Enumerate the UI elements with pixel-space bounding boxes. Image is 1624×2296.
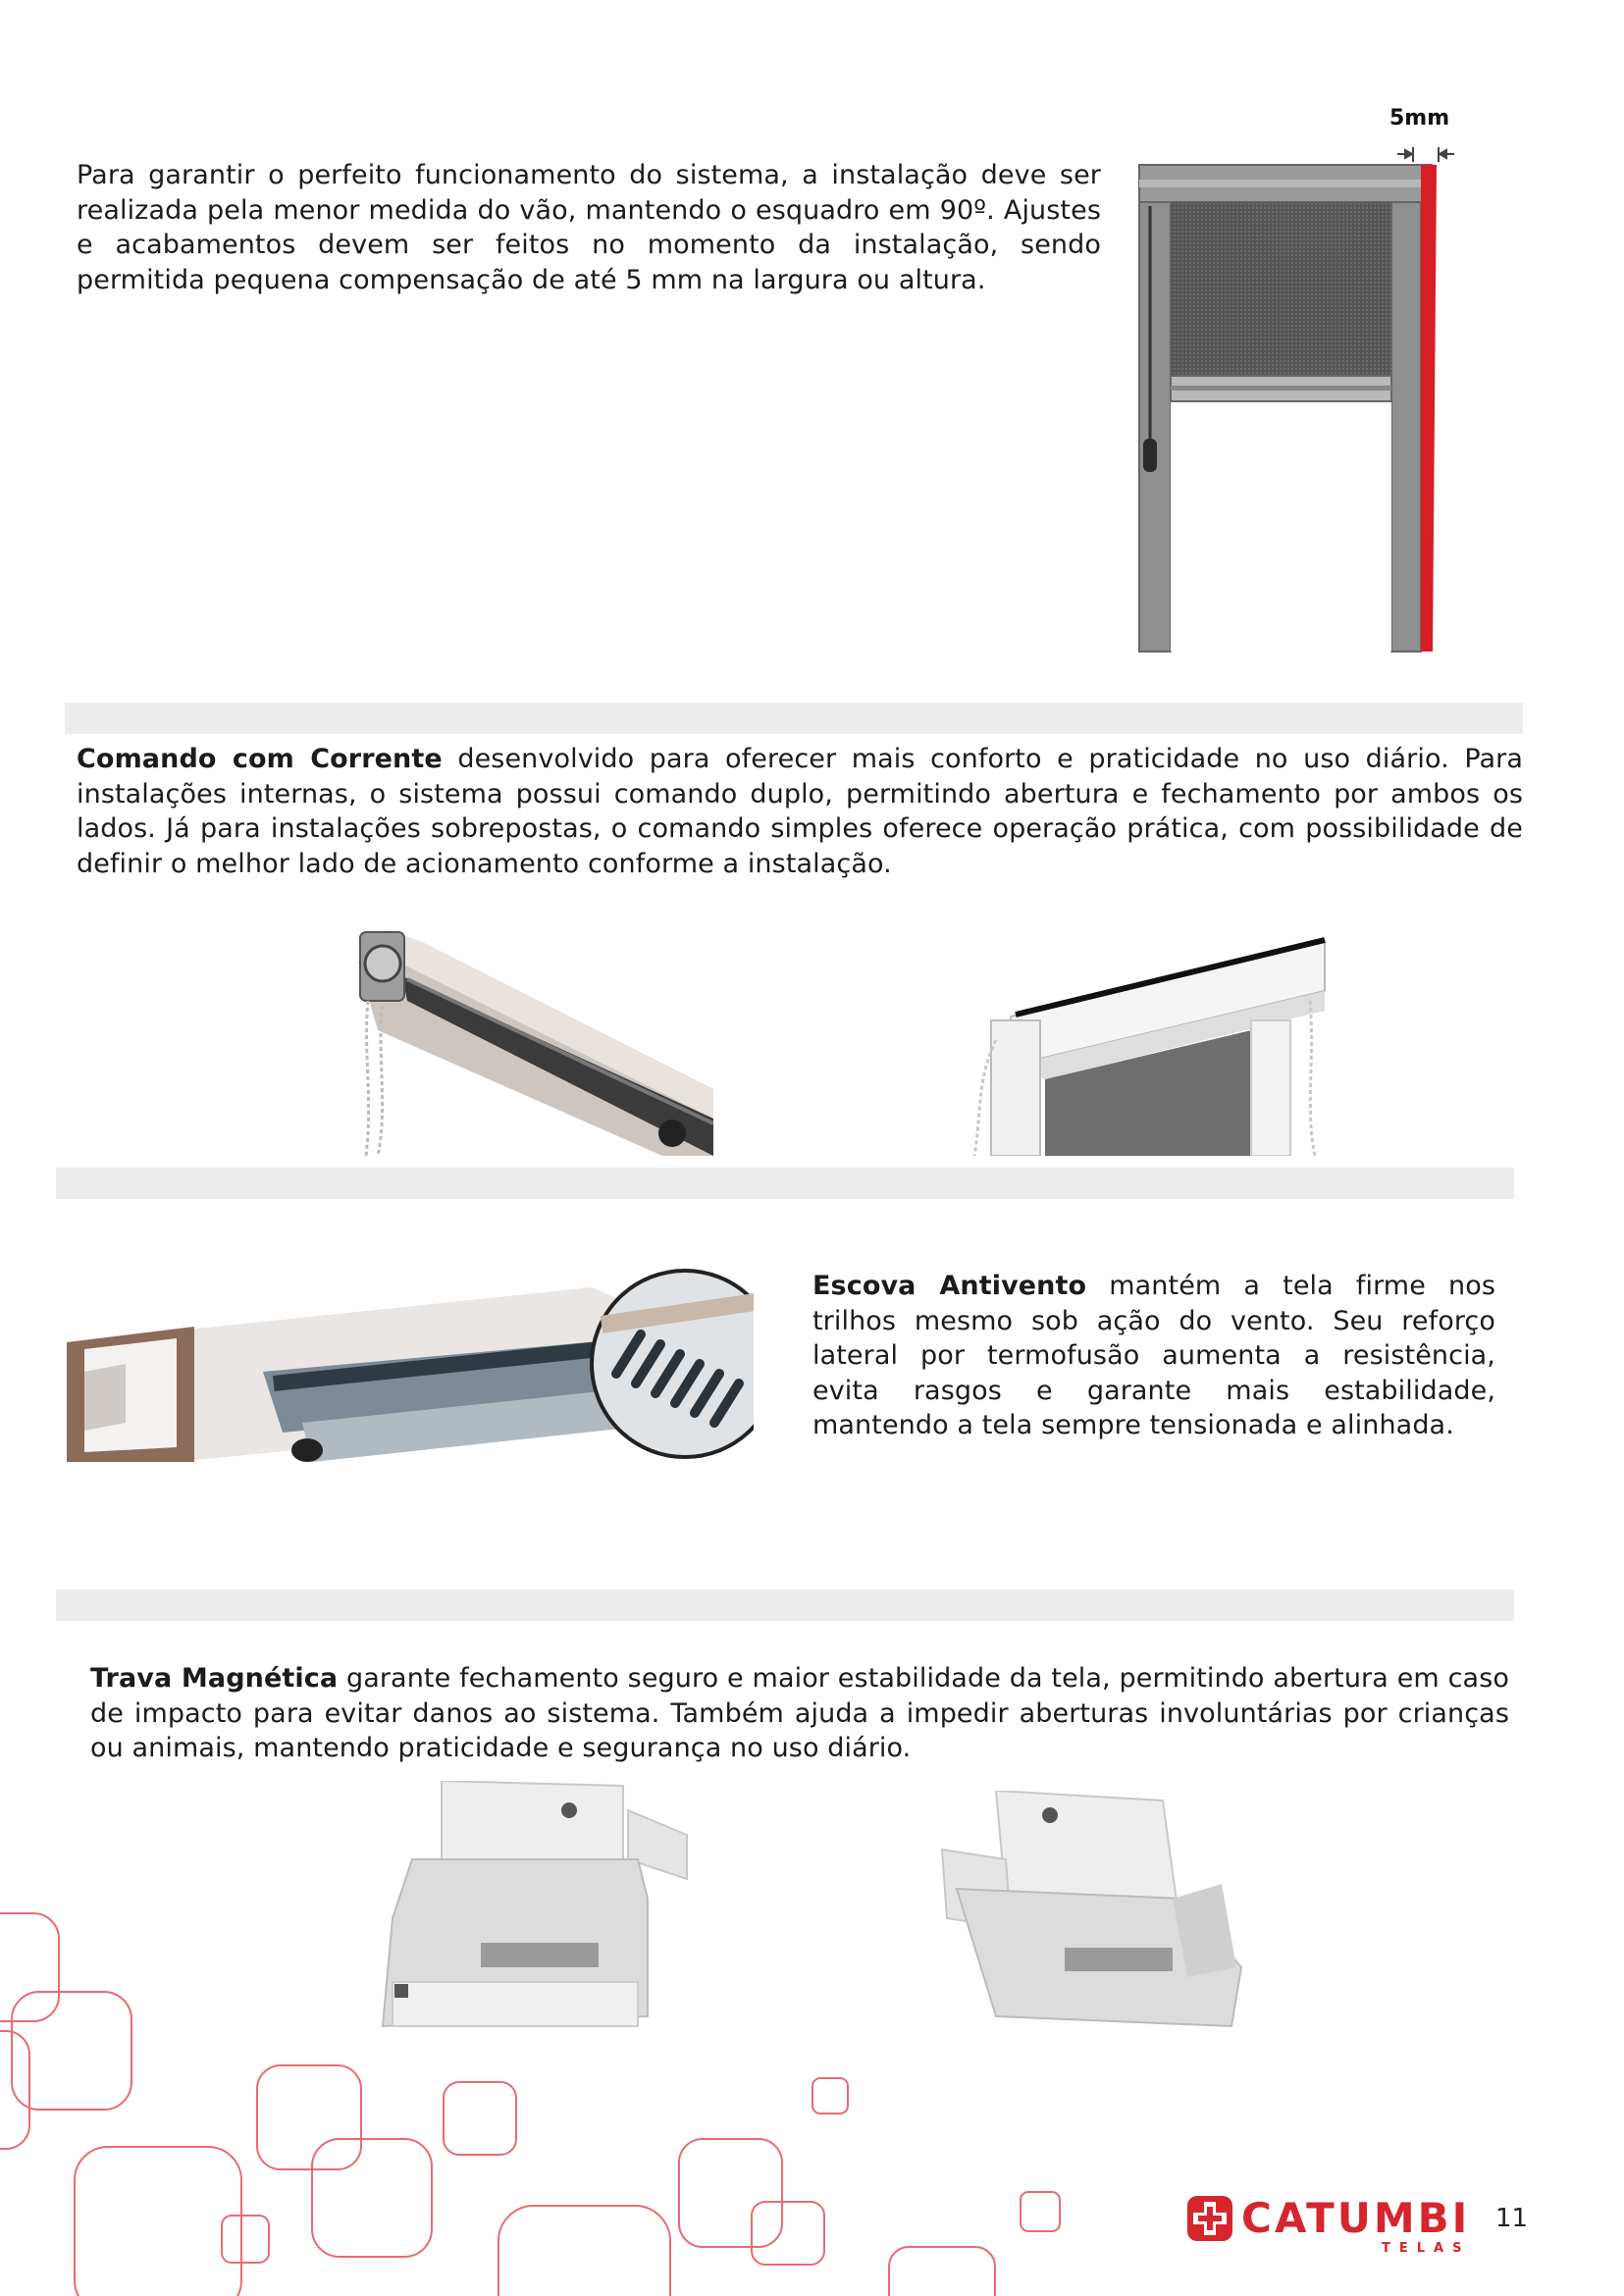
anti-wind-brush-paragraph bbox=[812, 1269, 1495, 1443]
chain-command-text: desenvolvido para oferecer mais conforto e praticidade no uso diário. Para instalações internas, o sistema possui comando duplo, permitindo abertura e fechamento por ambos os lados. Já para instalações sobrepostas, o comando simples oferece operação prática, com possibilidade de definir o melhor lado de acionamento conforme a instalação. bbox=[77, 744, 1523, 879]
chain-mechanism-image bbox=[348, 922, 713, 1156]
dimension-label: 5mm bbox=[1389, 106, 1450, 130]
section-divider bbox=[56, 1590, 1514, 1621]
brand-name: CATUMBI bbox=[1241, 2194, 1471, 2242]
page-number: 11 bbox=[1495, 2204, 1529, 2233]
anti-wind-brush-image bbox=[67, 1266, 754, 1472]
anti-wind-brush-title: Escova Antivento bbox=[812, 1271, 1087, 1301]
chain-command-paragraph bbox=[77, 742, 1523, 881]
intro-paragraph: Para garantir o perfeito funcionamento do sistema, a instalação deve ser realizada pela menor medida do vão, mantendo o esquadro em 90º. Ajustes e acabamentos devem ser feitos no momento da instalação, sendo permitida pequena compensação de até 5 mm na largura ou altura. bbox=[77, 160, 1101, 295]
chain-cassette-image bbox=[927, 932, 1339, 1156]
section-divider bbox=[65, 703, 1523, 734]
magnetic-lock-image-left bbox=[373, 1781, 697, 2036]
magnetic-lock-text: garante fechamento seguro e maior estabilidade da tela, permitindo abertura em caso de impacto para evitar danos ao sistema. Também ajuda a impedir aberturas involuntárias por crianças ou animais, mantendo praticidade e segurança no uso diário. bbox=[90, 1663, 1509, 1763]
magnetic-lock-title: Trava Magnética bbox=[90, 1663, 339, 1694]
brand-subtitle: TELAS bbox=[1382, 2241, 1471, 2256]
section-divider bbox=[56, 1168, 1514, 1199]
magnetic-lock-paragraph bbox=[90, 1661, 1509, 1766]
window-screen-diagram bbox=[1138, 132, 1477, 652]
magnetic-lock-image-right bbox=[937, 1791, 1251, 2031]
anti-wind-brush-text: mantém a tela firme nos trilhos mesmo sob ação do vento. Seu reforço lateral por termofusão aumenta a resistência, evita rasgos e garante mais estabilidade, mantendo a tela sempre tensionada e alinhada. bbox=[812, 1271, 1495, 1440]
chain-command-title: Comando com Corrente bbox=[77, 744, 443, 774]
